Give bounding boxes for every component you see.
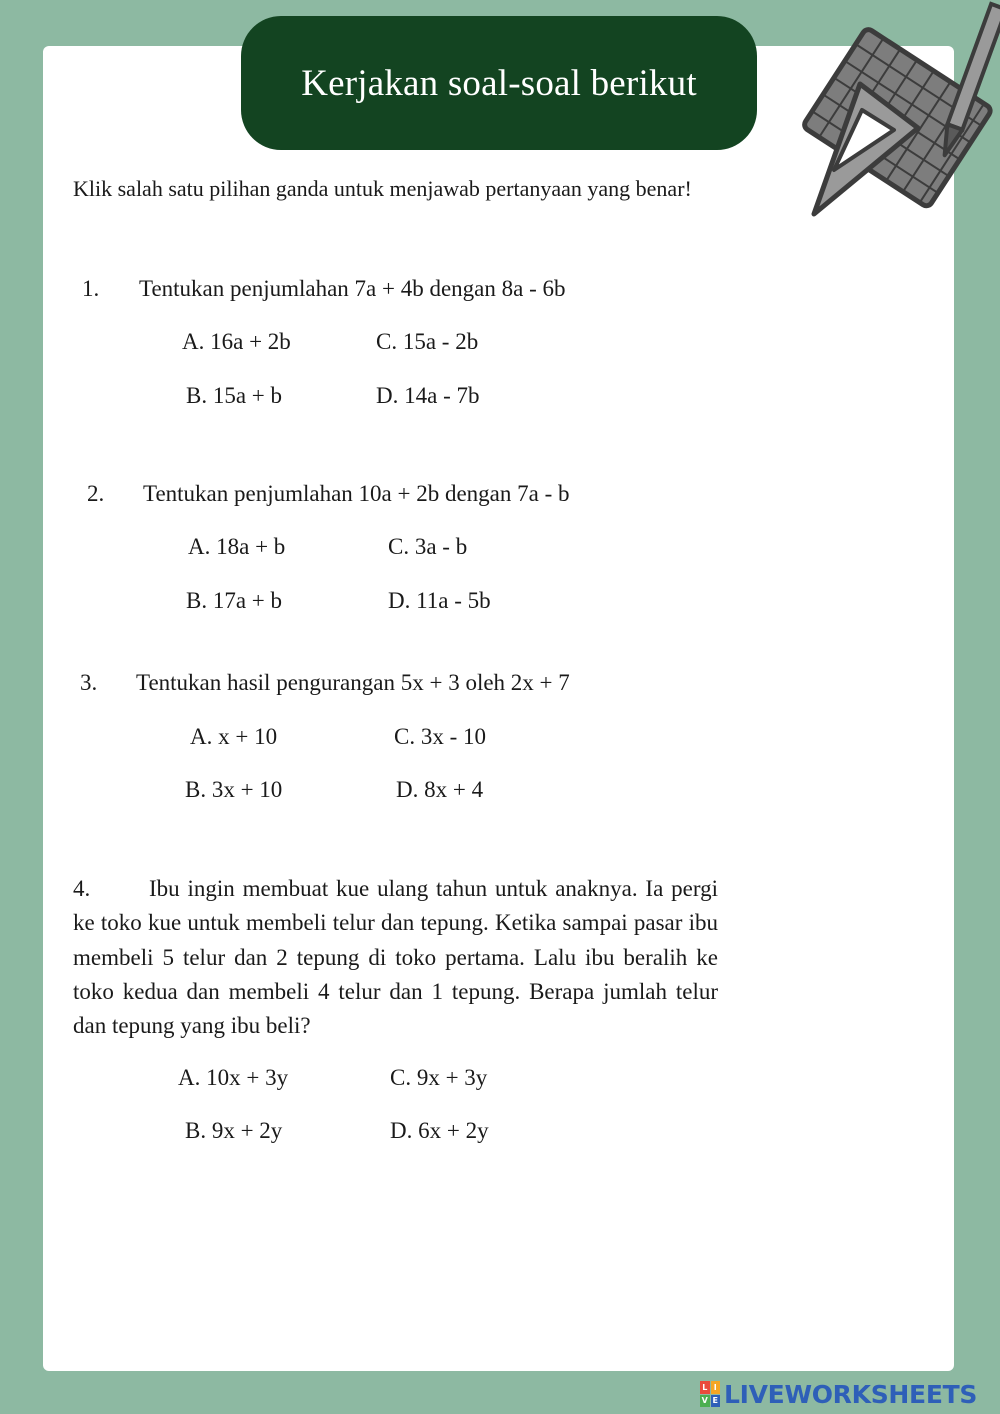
question-2-text: Tentukan penjumlahan 10a + 2b dengan 7a - b bbox=[143, 481, 570, 506]
question-3-option-b[interactable]: B. 3x + 10 bbox=[185, 777, 283, 802]
question-1-text: Tentukan penjumlahan 7a + 4b dengan 8a - 6b bbox=[139, 276, 566, 301]
question-3-text: Tentukan hasil pengurangan 5x + 3 oleh 2x + 7 bbox=[136, 670, 570, 695]
question-4-text: Ibu ingin membuat kue ulang tahun untuk anaknya. Ia pergi ke toko kue untuk membeli telur dan tepung. Ketika sampai pasar ibu membeli 5 telur dan 2 tepung di toko pertama. Lalu ibu beralih ke toko kedua dan membeli 4 telur dan 1 tepung. Berapa jumlah telur dan tepung yang ibu beli? bbox=[73, 876, 718, 1039]
logo-letter-v: V bbox=[701, 1396, 708, 1406]
question-4-option-b[interactable]: B. 9x + 2y bbox=[185, 1118, 283, 1143]
question-2-option-b[interactable]: B. 17a + b bbox=[186, 588, 283, 613]
question-2-number: 2. bbox=[87, 481, 105, 506]
question-4-option-c[interactable]: C. 9x + 3y bbox=[390, 1065, 488, 1090]
page-title: Kerjakan soal-soal berikut bbox=[301, 62, 697, 104]
instruction-text: Klik salah satu pilihan ganda untuk menjawab pertanyaan yang benar! bbox=[73, 176, 692, 201]
question-2-option-c[interactable]: C. 3a - b bbox=[388, 534, 468, 559]
question-3-option-d[interactable]: D. 8x + 4 bbox=[396, 777, 484, 802]
worksheet-page bbox=[43, 46, 954, 1371]
logo-text: LIVEWORKSHEETS bbox=[724, 1379, 978, 1409]
question-1-option-a[interactable]: A. 16a + 2b bbox=[182, 329, 291, 354]
question-2-option-d[interactable]: D. 11a - 5b bbox=[388, 588, 491, 613]
question-3-number: 3. bbox=[80, 670, 98, 695]
question-4-option-d[interactable]: D. 6x + 2y bbox=[390, 1118, 489, 1143]
logo-letter-e: E bbox=[711, 1395, 721, 1408]
question-4-number: 4. bbox=[73, 876, 91, 901]
question-4-paragraph bbox=[73, 872, 718, 1043]
logo-letter-l: L bbox=[700, 1381, 710, 1394]
question-1-option-d[interactable]: D. 14a - 7b bbox=[376, 383, 480, 408]
liveworksheets-logo bbox=[700, 1378, 977, 1410]
title-banner bbox=[241, 16, 757, 150]
question-1-option-c[interactable]: C. 15a - 2b bbox=[376, 329, 479, 354]
question-1-option-b[interactable]: B. 15a + b bbox=[186, 383, 283, 408]
geometry-tools-icon bbox=[786, 0, 1000, 230]
question-4-option-a[interactable]: A. 10x + 3y bbox=[178, 1065, 289, 1090]
question-1-number: 1. bbox=[82, 276, 100, 301]
question-3-option-c[interactable]: C. 3x - 10 bbox=[394, 724, 486, 749]
question-3-option-a[interactable]: A. x + 10 bbox=[190, 724, 278, 749]
logo-letter-i: I bbox=[711, 1381, 721, 1394]
logo-mark-icon bbox=[700, 1381, 720, 1407]
question-2-option-a[interactable]: A. 18a + b bbox=[188, 534, 286, 559]
